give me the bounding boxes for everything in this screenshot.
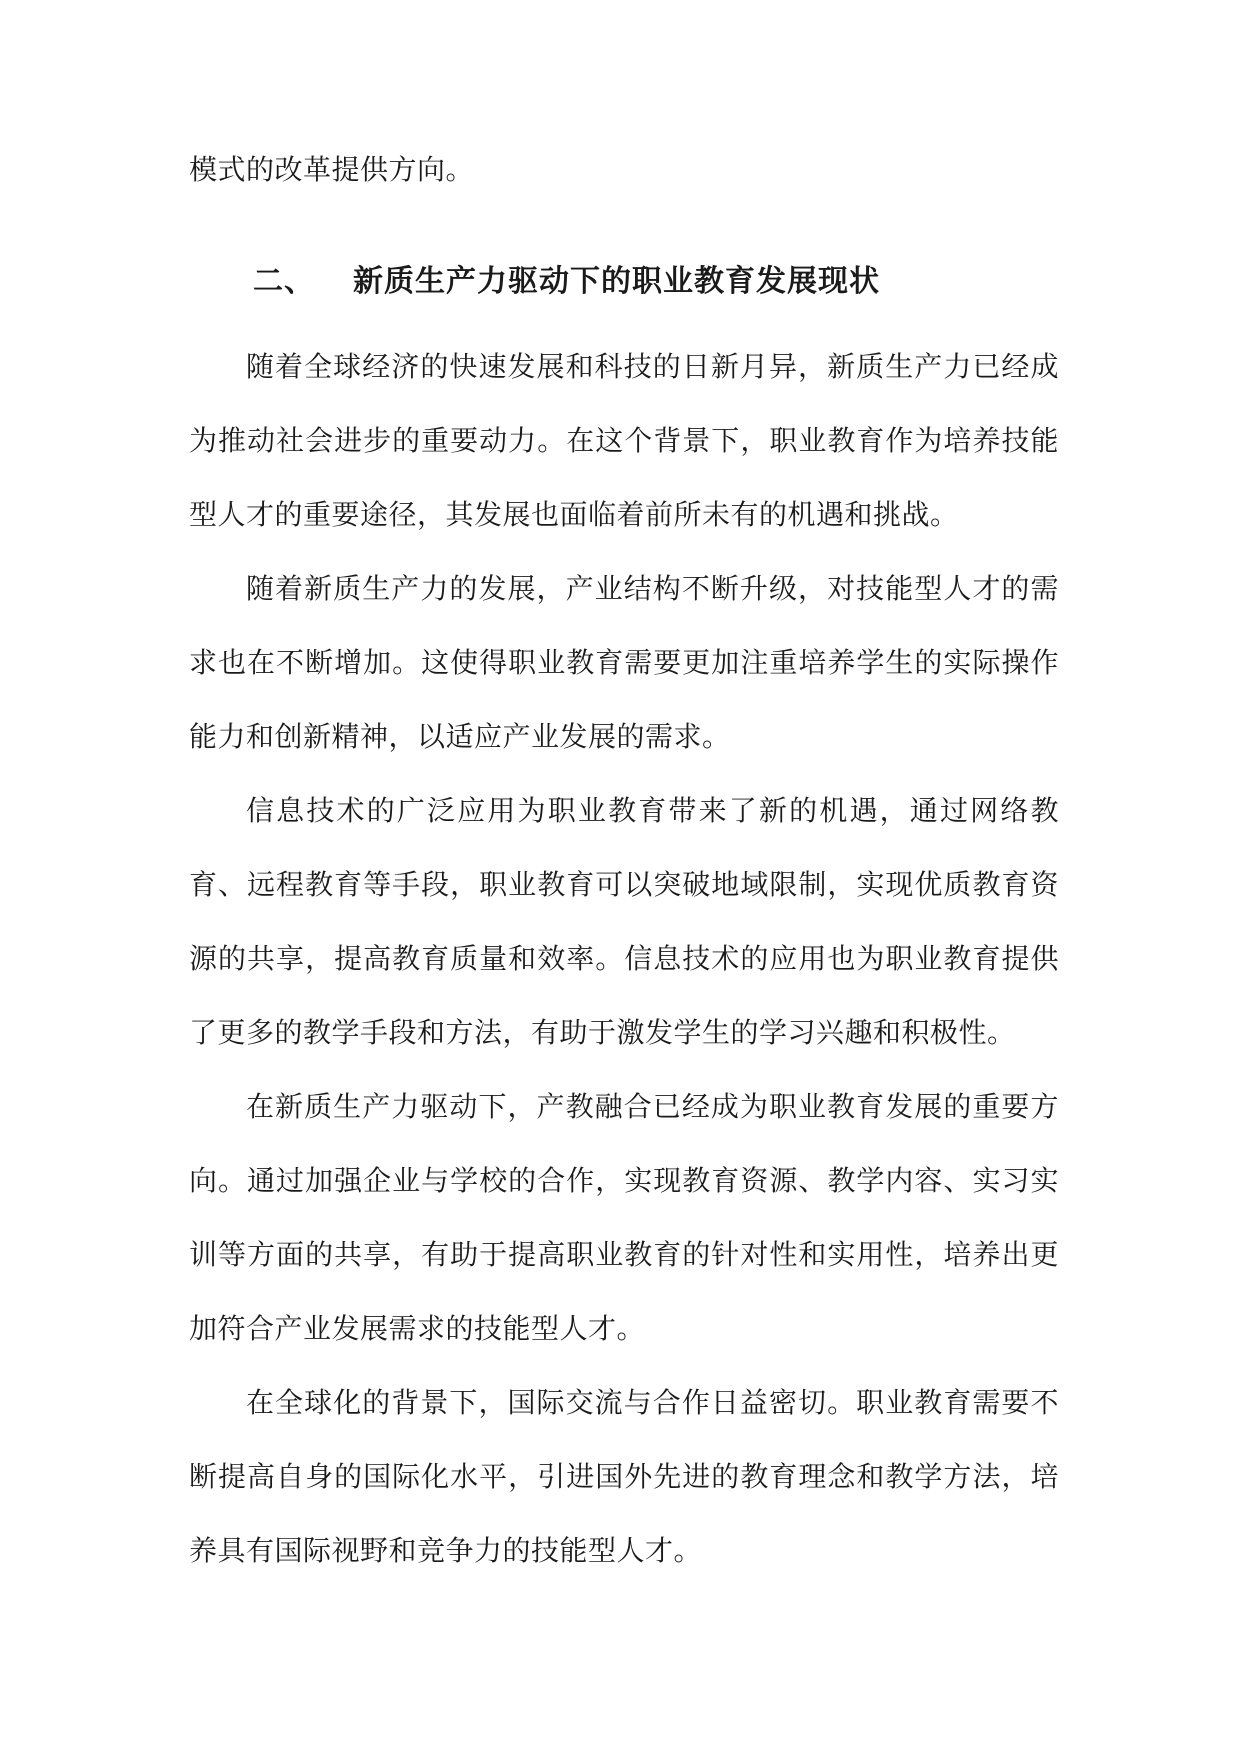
continuation-text: 模式的改革提供方向。	[189, 153, 475, 186]
section-number: 二、	[253, 264, 315, 299]
paragraph: 在新质生产力驱动下，产教融合已经成为职业教育发展的重要方向。通过加强企业与学校的合作，实现教育资源、教学内容、实习实训等方面的共享，有助于提高职业教育的针对性和实用性，培养出更加符合产业发展需求的技能型人才。	[189, 1090, 1059, 1345]
section-title: 新质生产力驱动下的职业教育发展现状	[353, 264, 880, 299]
body-paragraphs	[189, 330, 1059, 1588]
section-heading	[253, 245, 880, 319]
paragraph: 在全球化的背景下，国际交流与合作日益密切。职业教育需要不断提高自身的国际化水平，引进国外先进的教育理念和教学方法，培养具有国际视野和竞争力的技能型人才。	[189, 1386, 1059, 1567]
paragraph: 随着全球经济的快速发展和科技的日新月异，新质生产力已经成为推动社会进步的重要动力。在这个背景下，职业教育作为培养技能型人才的重要途径，其发展也面临着前所未有的机遇和挑战。	[189, 350, 1059, 531]
paragraph: 信息技术的广泛应用为职业教育带来了新的机遇，通过网络教育、远程教育等手段，职业教育可以突破地域限制，实现优质教育资源的共享，提高教育质量和效率。信息技术的应用也为职业教育提供了更多的教学手段和方法，有助于激发学生的学习兴趣和积极性。	[189, 794, 1059, 1049]
paragraph: 随着新质生产力的发展，产业结构不断升级，对技能型人才的需求也在不断增加。这使得职业教育需要更加注重培养学生的实际操作能力和创新精神，以适应产业发展的需求。	[189, 572, 1059, 753]
